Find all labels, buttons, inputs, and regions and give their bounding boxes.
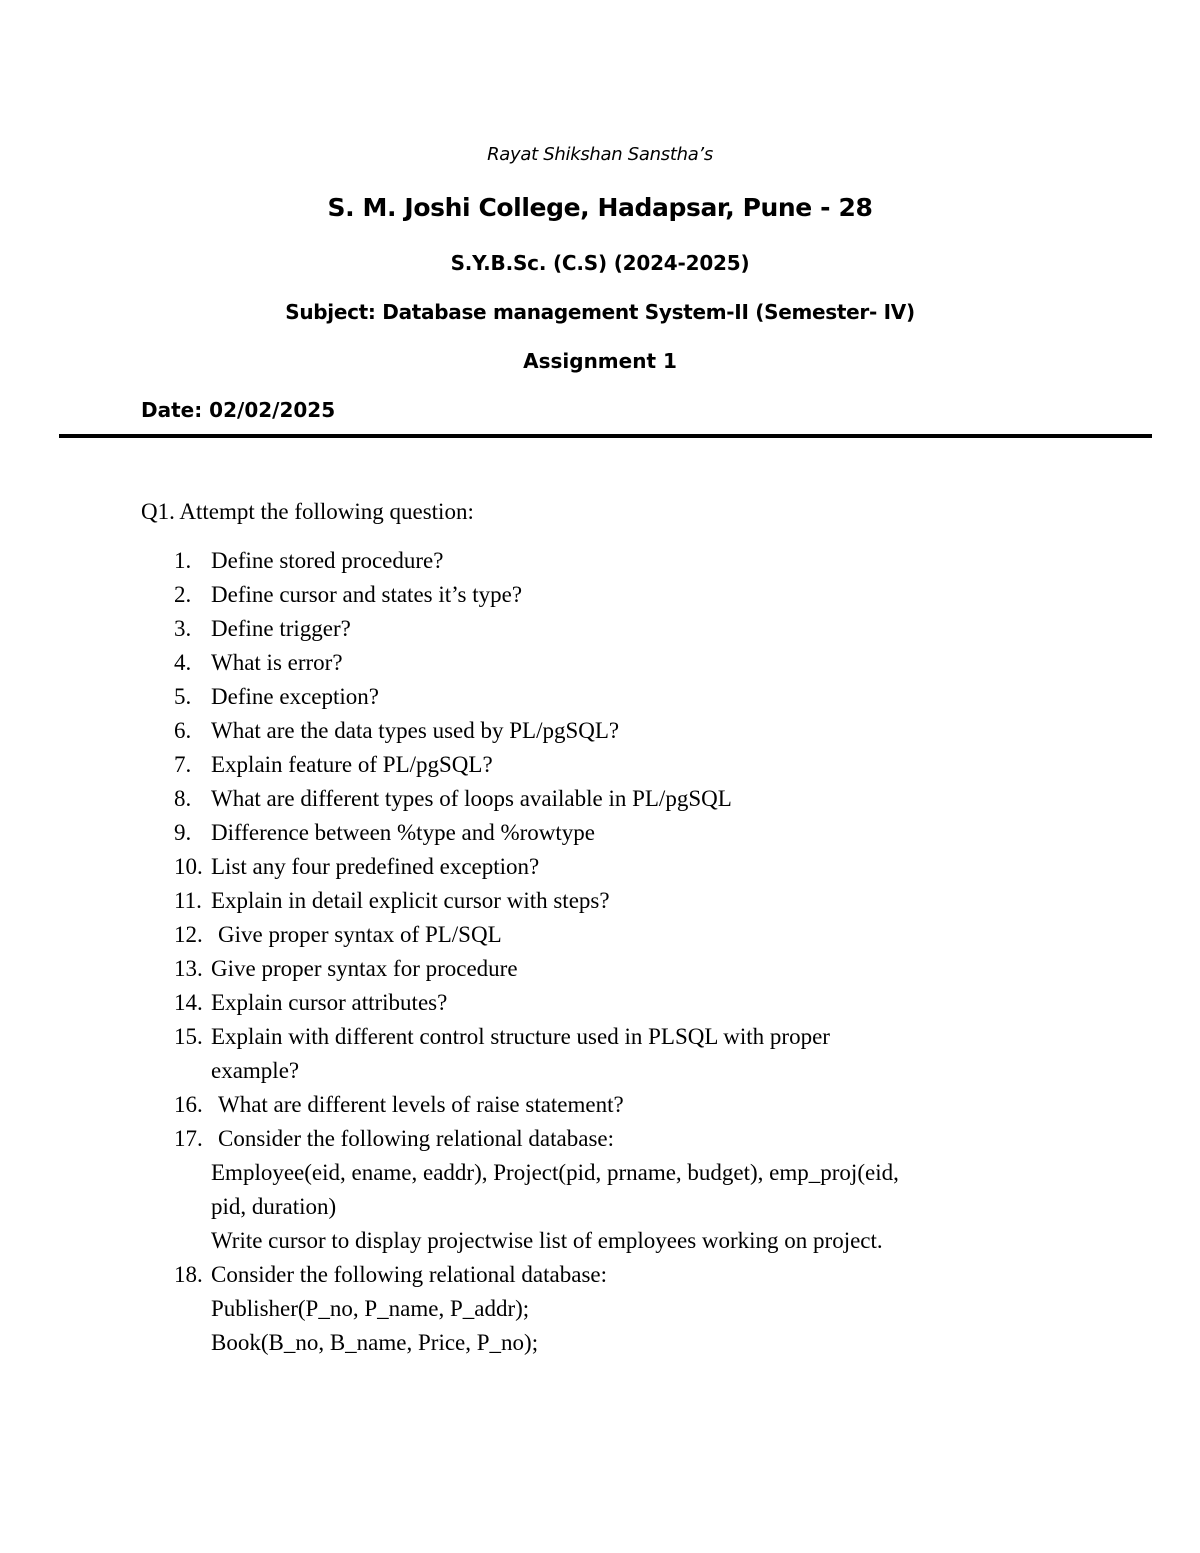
question-text: Consider the following relational database: — [211, 1262, 607, 1287]
question-item — [0, 1258, 1200, 1292]
question-text: Explain feature of PL/pgSQL? — [211, 752, 493, 777]
question-item — [0, 714, 1200, 748]
question-text: Define cursor and states it’s type? — [211, 582, 523, 607]
question-item — [0, 748, 1200, 782]
question-number: 4. — [174, 650, 192, 675]
question-text: Explain with different control structure used in PLSQL with proper — [211, 1024, 830, 1049]
question-text: Consider the following relational database: — [218, 1126, 614, 1151]
question-continuation — [0, 1190, 1200, 1224]
question-text: Give proper syntax of PL/SQL — [218, 922, 502, 947]
question-continuation — [0, 1156, 1200, 1190]
question-item — [0, 680, 1200, 714]
question-item — [0, 544, 1200, 578]
question-number: 8. — [174, 786, 192, 811]
question-text: Write cursor to display projectwise list of employees working on project. — [211, 1228, 883, 1253]
question-text: Publisher(P_no, P_name, P_addr); — [211, 1296, 530, 1321]
trust-name: Rayat Shikshan Sanstha’s — [487, 144, 713, 165]
question-text: Difference between %type and %rowtype — [211, 820, 596, 845]
question-text: Give proper syntax for procedure — [211, 956, 518, 981]
question-number: 5. — [174, 684, 192, 709]
question-item — [0, 578, 1200, 612]
question-text: Book(B_no, B_name, Price, P_no); — [211, 1330, 539, 1355]
question-number: 16. — [174, 1092, 203, 1117]
question-item — [0, 986, 1200, 1020]
assignment-title: Assignment 1 — [523, 349, 677, 373]
question-number: 3. — [174, 616, 192, 641]
question-text: pid, duration) — [211, 1194, 337, 1219]
question-number: 18. — [174, 1262, 203, 1287]
question-text: Define trigger? — [211, 616, 351, 641]
question-item — [0, 850, 1200, 884]
question-text: What are the data types used by PL/pgSQL? — [211, 718, 620, 743]
question-heading: Q1. Attempt the following question: — [141, 499, 474, 524]
question-continuation — [0, 1292, 1200, 1326]
question-number: 17. — [174, 1126, 203, 1151]
question-text: Define stored procedure? — [211, 548, 444, 573]
question-number: 13. — [174, 956, 203, 981]
question-number: 10. — [174, 854, 203, 879]
question-number: 11. — [174, 888, 202, 913]
question-item — [0, 1088, 1200, 1122]
course-title: S.Y.B.Sc. (C.S) (2024-2025) — [450, 251, 750, 275]
question-item — [0, 816, 1200, 850]
question-text: What are different levels of raise statement? — [218, 1092, 624, 1117]
question-number: 7. — [174, 752, 192, 777]
question-number: 2. — [174, 582, 192, 607]
question-text: List any four predefined exception? — [211, 854, 540, 879]
question-text: Explain cursor attributes? — [211, 990, 448, 1015]
question-item — [0, 782, 1200, 816]
question-item — [0, 1020, 1200, 1054]
question-list — [0, 544, 1200, 1360]
question-number: 15. — [174, 1024, 203, 1049]
question-number: 6. — [174, 718, 192, 743]
question-number: 14. — [174, 990, 203, 1015]
question-number: 12. — [174, 922, 203, 947]
question-item — [0, 646, 1200, 680]
question-text: Employee(eid, ename, eaddr), Project(pid, prname, budget), emp_proj(eid, — [211, 1160, 899, 1185]
question-text: example? — [211, 1058, 300, 1083]
question-text: What is error? — [211, 650, 343, 675]
question-item — [0, 1122, 1200, 1156]
question-item — [0, 884, 1200, 918]
question-text: Define exception? — [211, 684, 379, 709]
question-text: Explain in detail explicit cursor with steps? — [211, 888, 610, 913]
question-continuation — [0, 1224, 1200, 1258]
question-number: 9. — [174, 820, 192, 845]
subject-title: Subject: Database management System-II (Semester- IV) — [285, 300, 915, 324]
question-number: 1. — [174, 548, 192, 573]
question-item — [0, 612, 1200, 646]
question-item — [0, 952, 1200, 986]
question-text: What are different types of loops available in PL/pgSQL — [211, 786, 732, 811]
question-continuation — [0, 1054, 1200, 1088]
college-name: S. M. Joshi College, Hadapsar, Pune - 28 — [327, 193, 873, 222]
question-item — [0, 918, 1200, 952]
header-divider — [59, 434, 1152, 438]
assignment-date: Date: 02/02/2025 — [141, 398, 336, 422]
question-continuation — [0, 1326, 1200, 1360]
